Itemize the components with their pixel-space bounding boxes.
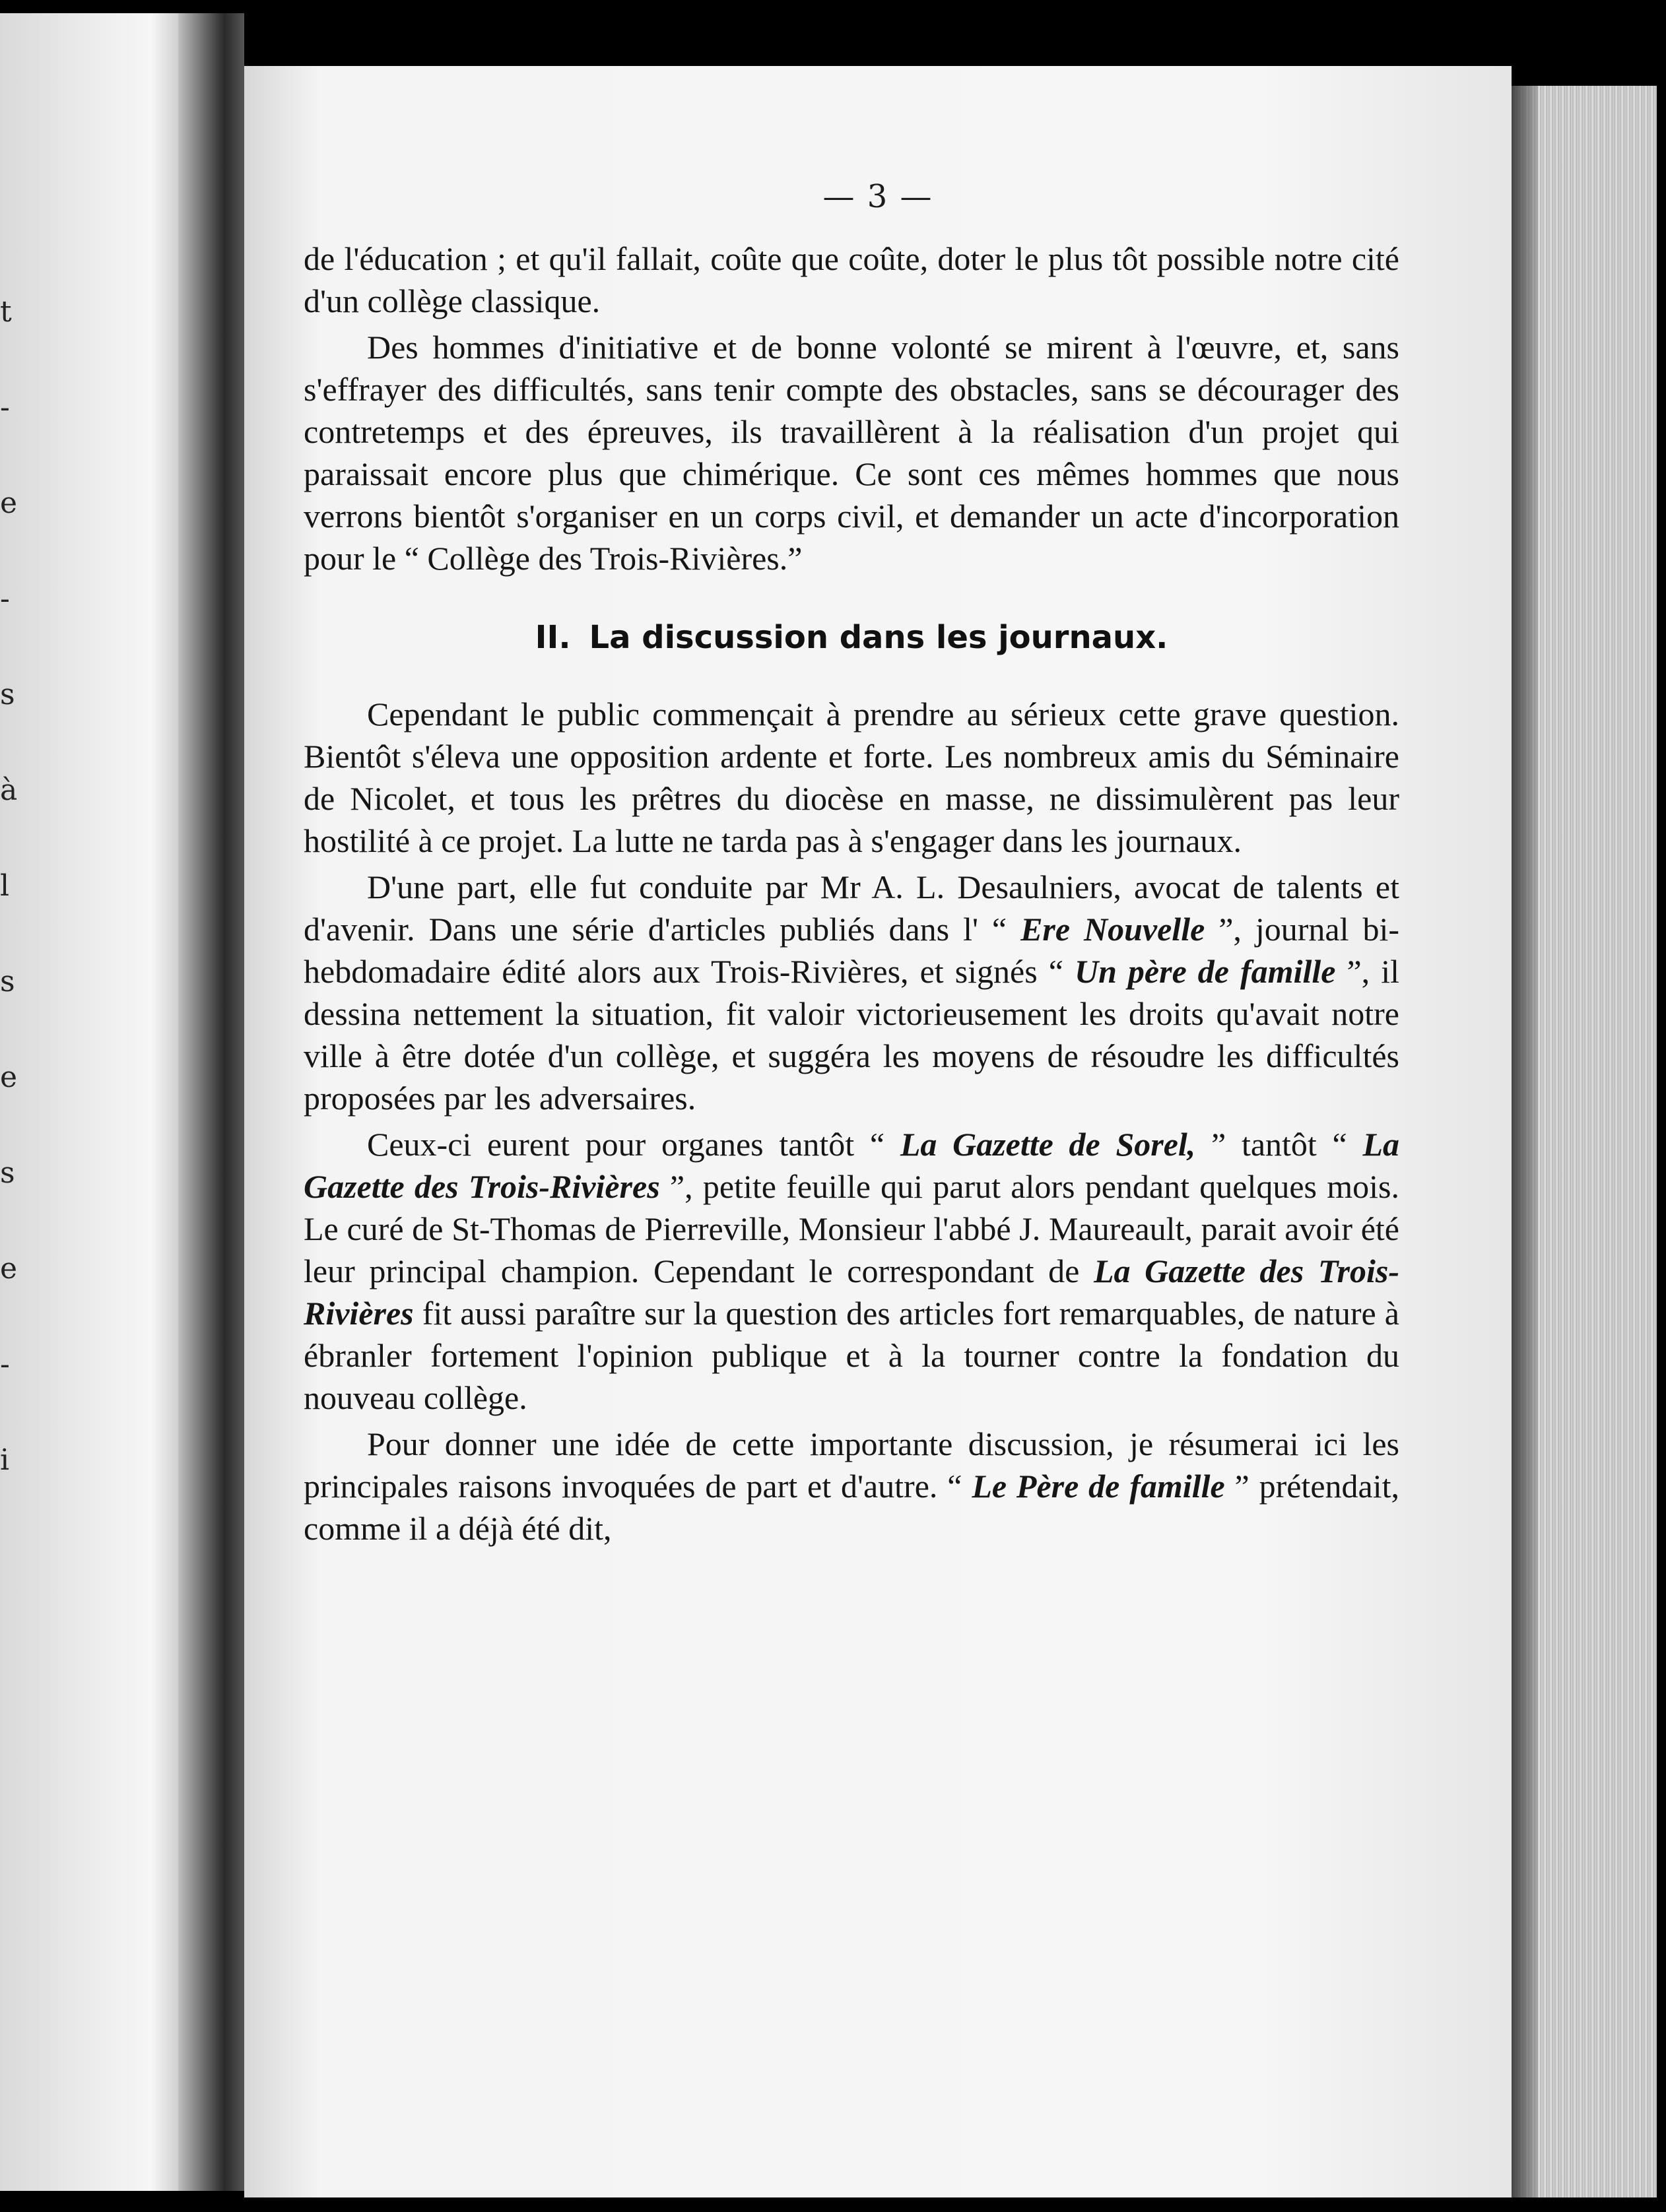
text-span: de l'éducation ; et qu'il fallait, coûte que coûte, doter le plus tôt possible notre cité d'un collège classique. bbox=[304, 240, 1399, 319]
left-fragment: e bbox=[0, 1060, 18, 1094]
section-title: La discussion dans les journaux. bbox=[589, 619, 1168, 656]
left-fragment: - bbox=[0, 582, 10, 616]
left-fragment: e bbox=[0, 486, 18, 520]
left-fragment: s bbox=[0, 1156, 15, 1190]
left-page-text-fragments bbox=[0, 264, 20, 1508]
page-edge-shadow bbox=[1512, 86, 1538, 2197]
paragraph bbox=[304, 866, 1399, 1119]
section-number: II. bbox=[535, 619, 571, 656]
left-fragment: s bbox=[0, 678, 15, 711]
left-fragment: e bbox=[0, 1252, 18, 1285]
paragraph bbox=[304, 693, 1399, 862]
page-body bbox=[304, 238, 1399, 1553]
left-fragment: - bbox=[0, 391, 10, 424]
text-span: ” tantôt “ bbox=[1195, 1126, 1363, 1163]
italic-title-span: Un père de famille bbox=[1074, 953, 1336, 990]
text-span: ”, journal bi-hebdomadaire édité alors aux Trois-Rivières, et signés “ bbox=[304, 911, 1399, 990]
paragraph bbox=[304, 238, 1399, 322]
italic-title-span: Le Père de famille bbox=[972, 1468, 1225, 1505]
paragraphs-before-heading bbox=[304, 238, 1399, 579]
text-span: Des hommes d'initiative et de bonne volonté se mirent à l'œuvre, et, sans s'effrayer des difficultés, sans tenir compte des obstacles, sans se décourager des contretemps et des épreuves, ils travaillèrent à la réalisation d'un projet qui paraissait encore plus que chimérique. Ce sont ces mêmes hommes que nous verrons bientôt s'organiser en un corps civil, et demander un acte d'incorporation pour le “ Collège des Trois-Rivières.” bbox=[304, 329, 1399, 577]
left-fragment: l bbox=[0, 869, 10, 903]
book-gutter bbox=[178, 13, 244, 2191]
italic-title-span: La Gazette de Sorel, bbox=[900, 1126, 1196, 1163]
left-facing-page bbox=[0, 13, 178, 2191]
italic-title-span: La Gazette des Trois-Rivières bbox=[304, 1126, 1399, 1205]
text-span: Pour donner une idée de cette importante discussion, je résumerai ici les principales raisons invoquées de part et d'autre. “ bbox=[304, 1425, 1399, 1505]
main-page bbox=[244, 66, 1512, 2197]
text-span: Ceux-ci eurent pour organes tantôt “ bbox=[367, 1126, 900, 1163]
text-span: fit aussi paraître sur la question des articles fort remarquables, de nature à ébranler fortement l'opinion publique et à la tourner contre la fondation du nouveau collège. bbox=[304, 1295, 1399, 1416]
italic-title-span: Ere Nouvelle bbox=[1020, 911, 1205, 948]
left-fragment: i bbox=[0, 1443, 10, 1477]
text-span: ”, petite feuille qui parut alors pendant quelques mois. Le curé de St-Thomas de Pierreville, Monsieur l'abbé J. Maureault, parait avoir été leur principal champion. Cependant le correspondant de bbox=[304, 1168, 1399, 1289]
left-fragment: - bbox=[0, 1348, 10, 1381]
paragraphs-after-heading bbox=[304, 693, 1399, 1549]
text-span: ” prétendait, comme il a déjà été dit, bbox=[304, 1468, 1399, 1547]
paragraph bbox=[304, 326, 1399, 579]
page-number: — 3 — bbox=[822, 178, 933, 215]
paragraph bbox=[304, 1423, 1399, 1549]
section-heading bbox=[304, 616, 1399, 659]
left-fragment: t bbox=[0, 295, 12, 329]
left-fragment: à bbox=[0, 773, 18, 807]
paragraph bbox=[304, 1123, 1399, 1419]
italic-title-span: La Gazette des Trois-Rivières bbox=[304, 1252, 1400, 1332]
text-span: Cependant le public commençait à prendre au sérieux cette grave question. Bientôt s'éleva une opposition ardente et forte. Les nombreux amis du Séminaire de Nicolet, et tous les prêtres du diocèse en masse, ne dissimulèrent pas leur hostilité à ce projet. La lutte ne tarda pas à s'engager dans les journaux. bbox=[304, 696, 1399, 859]
text-span: ”, il dessina nettement la situation, fit valoir victorieusement les droits qu'avait notre ville à être dotée d'un collège, et suggéra les moyens de résoudre les difficultés proposées par les adversaires. bbox=[304, 953, 1399, 1117]
text-span: D'une part, elle fut conduite par Mr A. L. Desaulniers, avocat de talents et d'avenir. Dans une série d'articles publiés dans l' “ bbox=[304, 868, 1399, 948]
left-fragment: s bbox=[0, 965, 15, 998]
